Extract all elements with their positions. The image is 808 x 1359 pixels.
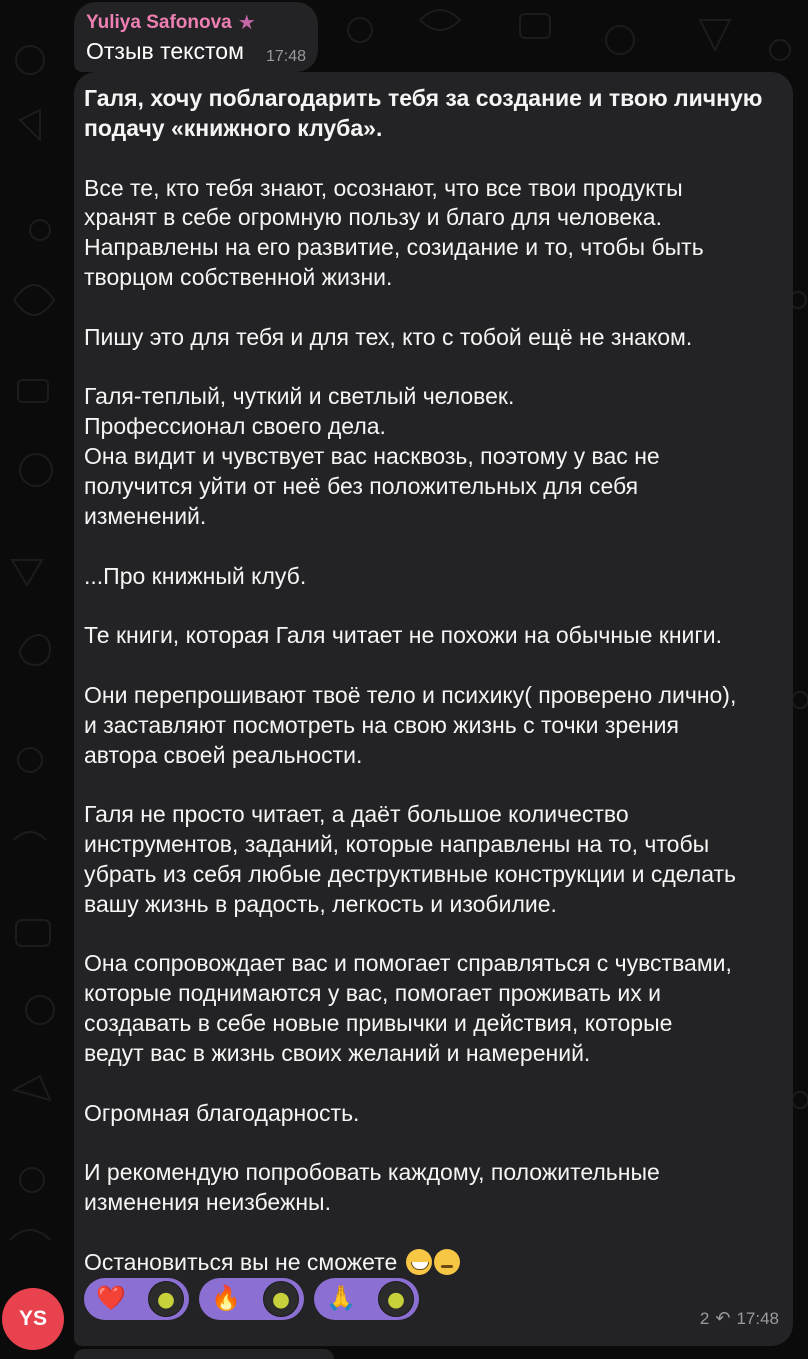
reactor-avatar: [263, 1281, 299, 1317]
review-line: творцом собственной жизни.: [84, 264, 393, 291]
review-line: Они перепрошивают твоё тело и психику( проверено лично),: [84, 681, 737, 708]
review-line: получится уйти от неё без положительных для себя: [84, 472, 639, 499]
smirking-emoji-icon: [434, 1249, 460, 1275]
review-text: [84, 84, 784, 1278]
review-line: Она сопровождает вас и помогает справляться с чувствами,: [84, 950, 732, 977]
review-line: [84, 1218, 784, 1248]
review-line: изменения неизбежны.: [84, 1189, 331, 1216]
avatar[interactable]: [2, 1288, 64, 1350]
review-line: Профессионал своего дела.: [84, 413, 386, 440]
heart-icon: ❤️: [96, 1285, 126, 1312]
review-line: Направлены на его развитие, созидание и то, чтобы быть: [84, 234, 704, 261]
review-line-last-text: Остановиться вы не сможете: [84, 1248, 398, 1275]
review-line: Огромная благодарность.: [84, 1099, 360, 1126]
reactions-row: [84, 1278, 419, 1320]
grinning-emoji-icon: [406, 1249, 432, 1275]
sender-name-label: Yuliya Safonova: [86, 11, 232, 33]
fire-icon: 🔥: [211, 1285, 241, 1312]
message-bubble-header[interactable]: [74, 2, 318, 72]
message-time: 17:48: [265, 48, 306, 65]
review-line: [84, 591, 784, 621]
review-line: [84, 353, 784, 383]
reaction-fire-button[interactable]: [199, 1278, 304, 1320]
review-line: [84, 1129, 784, 1159]
review-line: и заставляют посмотреть на свою жизнь с точки зрения: [84, 711, 679, 738]
review-line: хранят в себе огромную пользу и благо для человека.: [84, 204, 662, 231]
pray-icon: 🙏: [326, 1285, 356, 1312]
review-line: Она видит и чувствует вас насквозь, поэтому у вас не: [84, 443, 660, 470]
sender-name[interactable]: [86, 10, 256, 35]
review-line: ...Про книжный клуб.: [84, 562, 307, 589]
review-line: [84, 920, 784, 950]
message-time: 17:48: [736, 1308, 779, 1328]
message-meta: [700, 1308, 779, 1329]
review-line: инструментов, заданий, которые направлены на то, чтобы: [84, 831, 710, 858]
review-line: [84, 144, 784, 174]
review-line: Пишу это для тебя и для тех, кто с тобой ещё не знаком.: [84, 323, 693, 350]
star-icon: ★: [237, 12, 256, 34]
next-message-bubble[interactable]: [74, 1349, 334, 1359]
review-line: Все те, кто тебя знают, осознают, что все твои продукты: [84, 174, 683, 201]
message-bubble-review[interactable]: [74, 72, 793, 1346]
review-line: изменений.: [84, 502, 207, 529]
review-line: Галя, хочу поблагодарить тебя за создание и твою личную: [84, 85, 763, 111]
review-line: Галя-теплый, чуткий и светлый человек.: [84, 383, 515, 410]
review-line: ведут вас в жизнь своих желаний и намерений.: [84, 1040, 591, 1066]
review-line: [84, 532, 784, 562]
reactor-avatar: [378, 1281, 414, 1317]
reaction-pray-button[interactable]: [314, 1278, 419, 1320]
review-line: автора своей реальности.: [84, 741, 363, 768]
review-line-last: [84, 1248, 784, 1278]
review-line: Галя не просто читает, а даёт большое количество: [84, 801, 629, 828]
review-line: Те книги, которая Галя читает не похожи на обычные книги.: [84, 622, 723, 649]
reactor-avatar: [148, 1281, 184, 1317]
review-line: И рекомендую попробовать каждому, положительные: [84, 1159, 660, 1186]
review-line: которые поднимаются у вас, помогает проживать их и: [84, 980, 662, 1007]
message-text: Отзыв текстом: [86, 38, 244, 64]
reply-count: 2: [699, 1308, 710, 1328]
review-line: подачу «книжного клуба».: [84, 114, 383, 141]
avatar-initials: YS: [18, 1307, 47, 1330]
reply-arrow-icon: ↶: [715, 1308, 731, 1328]
review-line: убрать из себя любые деструктивные конструкции и сделать: [84, 860, 737, 887]
review-line: [84, 651, 784, 681]
review-line: [84, 770, 784, 800]
review-line: [84, 1069, 784, 1099]
review-line: вашу жизнь в радость, легкость и изобилие.: [84, 890, 557, 917]
reaction-heart-button[interactable]: [84, 1278, 189, 1320]
review-line: [84, 293, 784, 323]
review-line: создавать в себе новые привычки и действия, которые: [84, 1010, 673, 1037]
